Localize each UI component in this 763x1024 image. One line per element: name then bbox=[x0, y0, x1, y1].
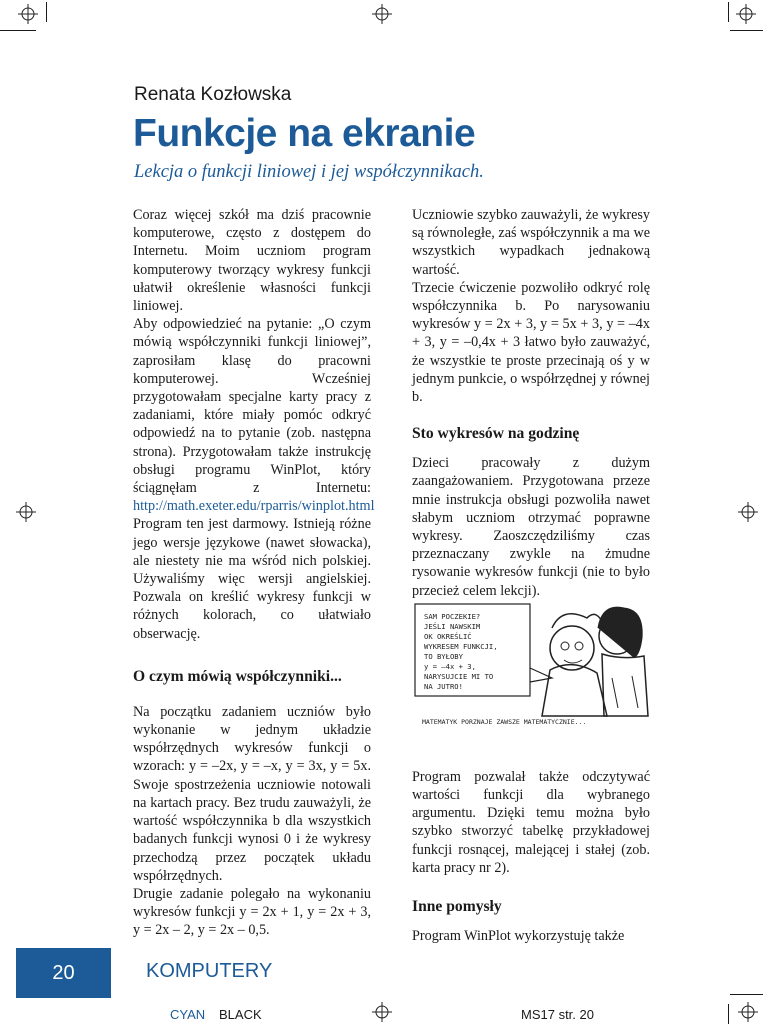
bubble-line: NA JUTRO! bbox=[424, 682, 463, 691]
bubble-line: y = –4x + 3, bbox=[424, 662, 476, 671]
registration-mark-icon bbox=[18, 4, 38, 24]
column-right bbox=[412, 206, 650, 945]
winplot-link[interactable]: http://math.exeter.edu/rparris/winplot.html bbox=[133, 498, 375, 515]
page-number: 20 bbox=[16, 948, 111, 998]
column-left bbox=[133, 206, 375, 940]
bubble-line: NARYSUJCIE MI TO bbox=[424, 672, 494, 681]
paragraph: Coraz więcej szkół ma dziś pracownie komputerowe, często z dostępem do Internetu. Moim uczniom program komputerowy tworzący wykresy funkcji ułatwił określenie własności funkcji liniowej. bbox=[133, 207, 371, 315]
bubble-line: TO BYŁOBY bbox=[424, 652, 463, 661]
bubble-line: WYKRESEM FUNKCJI, bbox=[424, 642, 498, 651]
subtitle: Lekcja o funkcji liniowej i jej współczynnikach. bbox=[134, 162, 484, 182]
paragraph: Dzieci pracowały z dużym zaangażowaniem. Przygotowana przeze mnie instrukcja obsługi pozwoliła nawet słabym uczniom otrzymać poprawne wykresy. Zaoszczędziliśmy czas przeznaczany zwykle na żmudne rysowanie wykresów funkcji (nie to było przecież celem lekcji). bbox=[412, 455, 650, 599]
paragraph: Program pozwalał także odczytywać wartości funkcji dla wybranego argumentu. Dzięki temu można było szybko stworzyć tabelkę przykładowej funkcji rosnącej, malejącej i stałej (zob. karta pracy nr 2). bbox=[412, 768, 650, 876]
paragraph: Uczniowie szybko zauważyli, że wykresy są równoległe, zaś współczynnik a ma we wszystkich wypadkach jednakową wartość. bbox=[412, 207, 650, 278]
section-heading: Inne pomysły bbox=[412, 898, 502, 916]
paragraph: Aby odpowiedzieć na pytanie: „O czym mówią współczynniki funkcji liniowej”, zaprosiłam klasę do pracowni komputerowej. Wcześniej przygotowałam specjalne karty pracy z zadaniami, które miały pomóc odkryć odpowiedź na to pytanie (zob. następna strona). Przygotowałam także instrukcję obsługi programu WinPlot, który ściągnęłam z Internetu: http://math.exeter.edu/rparris/winplot.html Program ten jest darmowy. Istnieją różne jego wersje językowe (nawet słowacka), ale niestety nie ma wśród nich polskiej. Używaliśmy więc wersji angielskiej. Pozwala on kreślić wykresy funkcji w różnych kolorach, co ułatwiało obserwację. bbox=[133, 316, 375, 642]
registration-mark-icon bbox=[372, 4, 392, 24]
section-heading: O czym mówią współczynniki... bbox=[133, 667, 342, 685]
section-heading: Sto wykresów na godzinę bbox=[412, 425, 580, 443]
paragraph: Trzecie ćwiczenie pozwoliło odkryć rolę współczynnika b. Po narysowaniu wykresów y = 2x + 3, y = 5x + 3, y = –4x + 3, y = –0,4x + 3 łatwo było zauważyć, że wszystkie te proste przecinają oś y w jednym punkcie, o współrzędnej y równej b. bbox=[412, 279, 650, 406]
registration-mark-icon bbox=[16, 502, 36, 522]
page-title: Funkcje na ekranie bbox=[133, 112, 476, 155]
cartoon-caption: MATEMATYK PORZNAJE ZAWSZE MATEMATYCZNIE... bbox=[422, 718, 587, 726]
paragraph: Drugie zadanie polegało na wykonaniu wykresów funkcji y = 2x + 1, y = 2x + 3, y = 2x – 2, y = 2x – 0,5. bbox=[133, 885, 371, 939]
registration-mark-icon bbox=[738, 1002, 758, 1022]
section-name: KOMPUTERY bbox=[146, 960, 273, 982]
bubble-line: SAM POCZEKIE? bbox=[424, 612, 481, 621]
author: Renata Kozłowska bbox=[134, 84, 292, 105]
cartoon-illustration bbox=[412, 598, 650, 730]
bubble-line: OK OKREŚLIĆ bbox=[424, 632, 472, 641]
paragraph: Program WinPlot wykorzystuję także bbox=[412, 928, 625, 945]
bubble-line: JEŚLI NAWSKIM bbox=[424, 622, 481, 631]
print-color-cyan: CYAN bbox=[170, 1007, 206, 1022]
registration-mark-icon bbox=[738, 502, 758, 522]
print-slug: MS17 str. 20 bbox=[521, 1007, 594, 1022]
registration-mark-icon bbox=[736, 4, 756, 24]
paragraph: Na początku zadaniem uczniów było wykonanie w jednym układzie współrzędnych wykresów funkcji o wzorach: y = –2x, y = –x, y = 3x, y = 5x. Swoje spostrzeżenia uczniowie notowali na kartach pracy. Bez trudu zauważyli, że wartość współczynnika b dla wszystkich badanych funkcji wynosi 0 i że wykresy przechodzą przez początek układu współrzędnych. bbox=[133, 703, 371, 884]
print-color-black: BLACK bbox=[219, 1007, 262, 1022]
registration-mark-icon bbox=[372, 1002, 392, 1022]
